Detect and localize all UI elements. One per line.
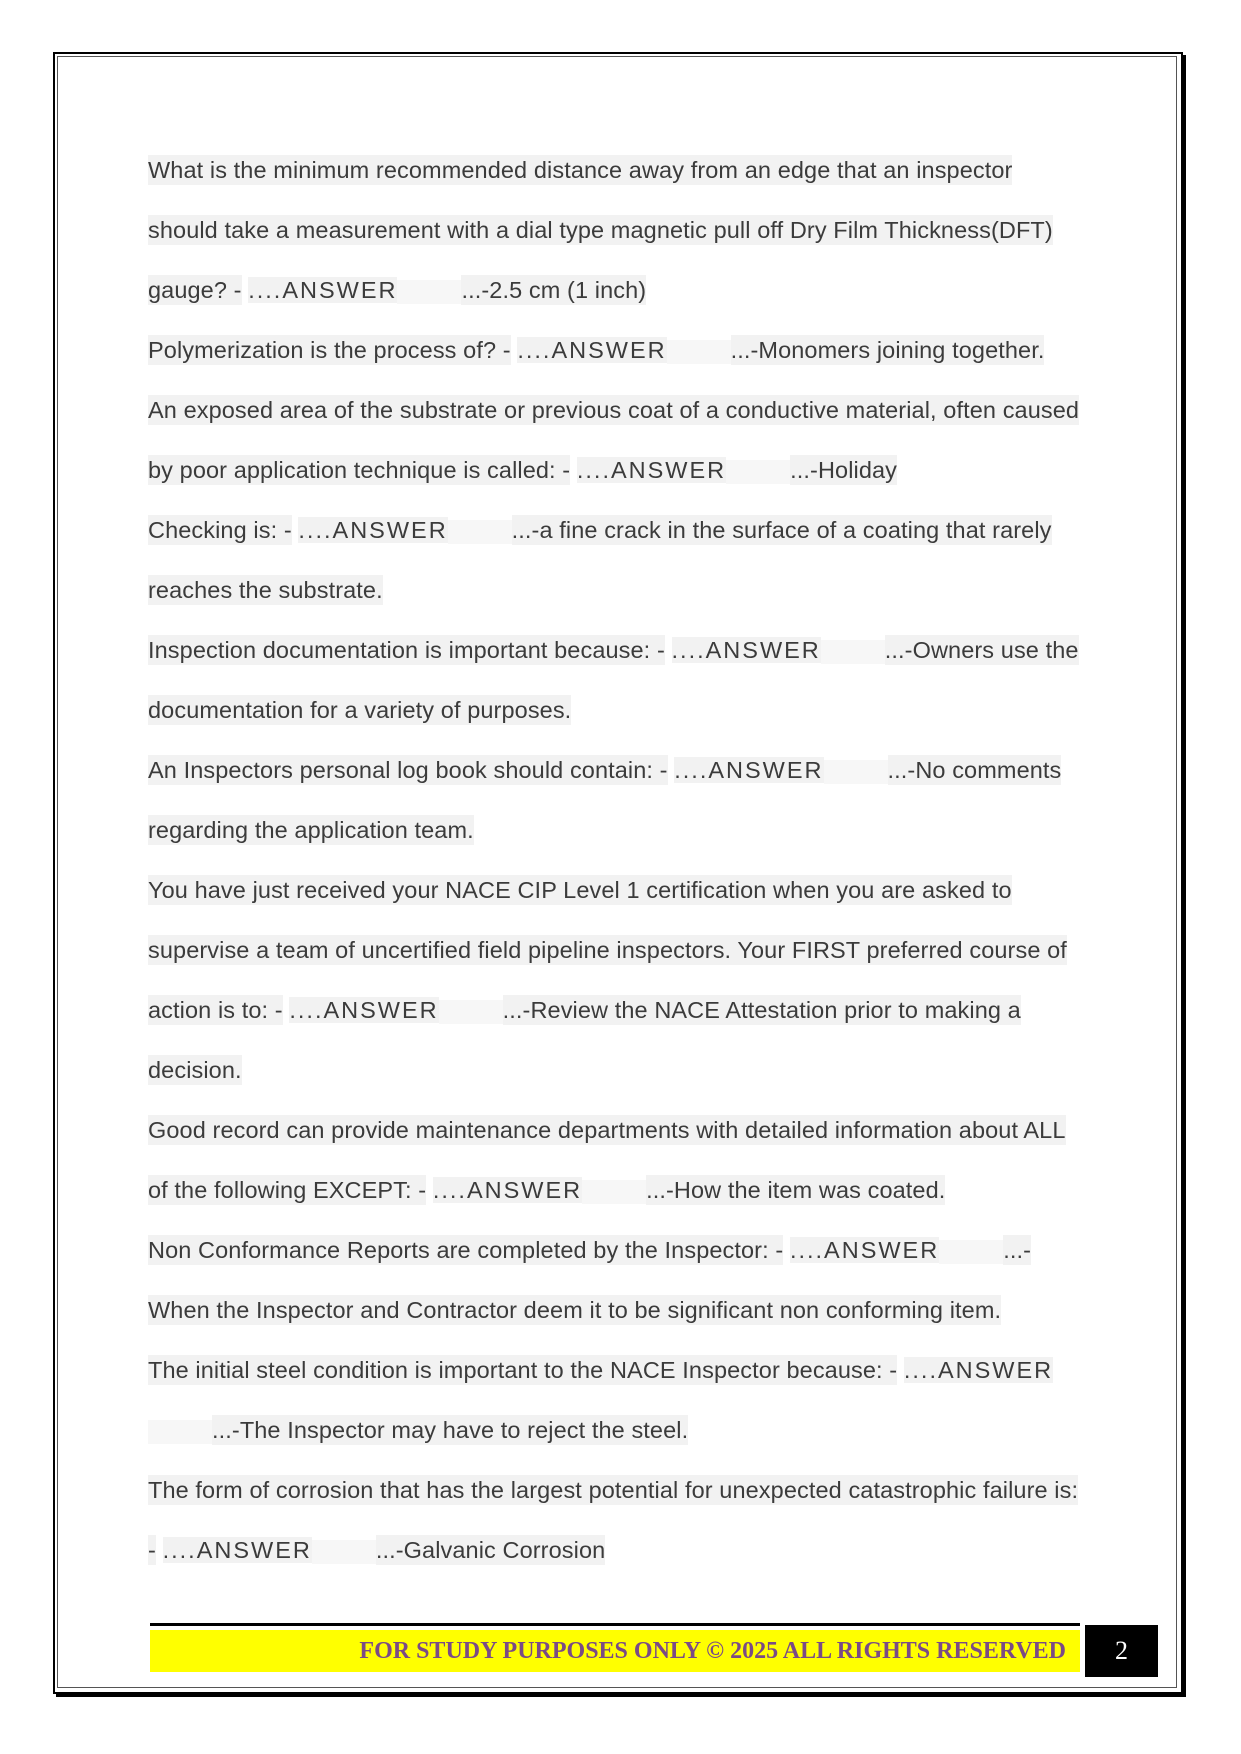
qa-entry <box>148 740 1088 860</box>
answer-label: ....ANSWER <box>248 277 398 303</box>
question-text: An Inspectors personal log book should contain: - <box>148 757 668 783</box>
question-text: The form of corrosion that has the largest potential for unexpected catastrophic failure is: - <box>148 1477 1079 1563</box>
question-text: The initial steel condition is important to the NACE Inspector because: - <box>148 1357 898 1383</box>
answer-label: ....ANSWER <box>674 757 824 783</box>
answer-text: ...-No comments regarding the application team. <box>148 757 1062 843</box>
answer-label: ....ANSWER <box>671 637 821 663</box>
question-text: Inspection documentation is important because: - <box>148 637 665 663</box>
qa-entry <box>148 1460 1088 1580</box>
answer-gap <box>448 520 512 544</box>
answer-label: ....ANSWER <box>162 1537 312 1563</box>
answer-text: ...-2.5 cm (1 inch) <box>461 277 647 303</box>
answer-gap <box>824 760 888 784</box>
answer-gap <box>397 280 461 304</box>
answer-label: ....ANSWER <box>903 1357 1054 1383</box>
answer-label: ....ANSWER <box>576 457 727 483</box>
footer-rule <box>150 1623 1080 1626</box>
question-text: An exposed area of the substrate or previous coat of a conductive material, often caused by poor application technique is called: - <box>148 397 1080 483</box>
qa-entry <box>148 1100 1088 1220</box>
answer-label: ....ANSWER <box>517 337 667 363</box>
qa-entry <box>148 1220 1088 1340</box>
answer-gap <box>312 1540 376 1564</box>
answer-text: ...-a fine crack in the surface of a coating that rarely reaches the substrate. <box>148 517 1052 603</box>
qa-entry <box>148 500 1088 620</box>
qa-entry <box>148 860 1088 1100</box>
qa-entry <box>148 140 1088 320</box>
answer-text: ...-When the Inspector and Contractor deem it to be significant non conforming item. <box>148 1237 1032 1323</box>
question-text: Good record can provide maintenance departments with detailed information about ALL of the following EXCEPT: - <box>148 1117 1066 1203</box>
answer-gap <box>821 640 885 664</box>
qa-entry <box>148 320 1088 380</box>
answer-text: ...-Review the NACE Attestation prior to making a decision. <box>148 997 1021 1083</box>
qa-entry <box>148 380 1088 500</box>
question-text: Checking is: - <box>148 517 292 543</box>
page-number: 2 <box>1085 1625 1158 1677</box>
qa-entry <box>148 1340 1088 1460</box>
question-text: Polymerization is the process of? - <box>148 337 511 363</box>
answer-label: ....ANSWER <box>298 517 448 543</box>
answer-text: ...-How the item was coated. <box>646 1177 946 1203</box>
answer-label: ....ANSWER <box>289 997 439 1023</box>
answer-label: ....ANSWER <box>789 1237 940 1263</box>
question-text: Non Conformance Reports are completed by the Inspector: - <box>148 1237 784 1263</box>
answer-text: ...-Holiday <box>790 457 898 483</box>
qa-list <box>148 140 1088 1580</box>
answer-gap <box>439 1000 503 1024</box>
footer-copyright-text: FOR STUDY PURPOSES ONLY © 2025 ALL RIGHTS RESERVED <box>359 1637 1066 1664</box>
answer-text: ...-Owners use the documentation for a variety of purposes. <box>148 637 1079 723</box>
answer-text: ...-Monomers joining together. <box>730 337 1045 363</box>
qa-entry <box>148 620 1088 740</box>
answer-gap <box>726 460 790 484</box>
answer-text: ...-The Inspector may have to reject the steel. <box>212 1417 689 1443</box>
question-text: What is the minimum recommended distance away from an edge that an inspector should take a measurement with a dial type magnetic pull off Dry Film Thickness(DFT) gauge? - <box>148 157 1053 303</box>
answer-gap <box>582 1180 646 1204</box>
answer-gap <box>667 340 731 364</box>
question-text: You have just received your NACE CIP Level 1 certification when you are asked to supervise a team of uncertified field pipeline inspectors. Your FIRST preferred course of action is to: - <box>148 877 1067 1023</box>
answer-gap <box>939 1240 1003 1264</box>
footer-banner <box>150 1630 1080 1672</box>
answer-label: ....ANSWER <box>432 1177 583 1203</box>
answer-gap <box>148 1420 212 1444</box>
answer-text: ...-Galvanic Corrosion <box>375 1537 606 1563</box>
